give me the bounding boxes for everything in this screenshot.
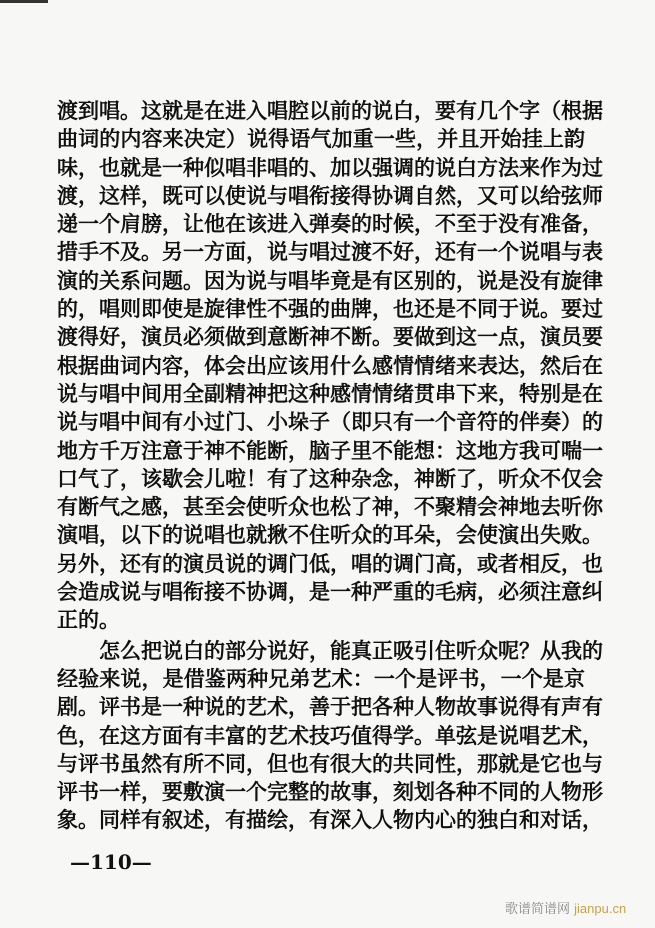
text-line: 味，也就是一种似唱非唱的、加以强调的说白方法来作为过 — [57, 155, 603, 180]
text-line: 正的。 — [57, 608, 120, 633]
text-line: 口气了，该歇会儿啦！有了这种杂念，神断了，听众不仅会 — [57, 466, 603, 491]
text-line: 象。同样有叙述，有描绘，有深入人物内心的独白和对话， — [57, 808, 603, 833]
text-line: 渡，这样，既可以使说与唱衔接得协调自然，又可以给弦师 — [57, 183, 603, 208]
text-line: 评书一样，要敷演一个完整的故事，刻划各种不同的人物形 — [57, 780, 603, 805]
text-line: 另外，还有的演员说的调门低，唱的调门高，或者相反，也 — [57, 551, 603, 576]
scan-edge-mark — [0, 0, 48, 3]
text-line: 措手不及。另一方面，说与唱过渡不好，还有一个说唱与表 — [57, 240, 603, 265]
watermark-domain: jianpu.cn — [574, 901, 627, 916]
text-line: 说与唱中间有小过门、小垛子（即只有一个音符的伴奏）的 — [57, 410, 603, 435]
text-line: 渡到唱。这就是在进入唱腔以前的说白，要有几个字（根据 — [57, 99, 603, 123]
text-line: 曲词的内容来决定）说得语气加重一些，并且开始挂上韵 — [57, 127, 585, 152]
text-line: 怎么把说白的部分说好，能真正吸引住听众呢？从我的 — [99, 638, 603, 663]
text-line: 地方千万注意于神不能断，脑子里不能想：这地方我可喘一 — [57, 438, 603, 463]
watermark — [505, 898, 626, 917]
text-line: 递一个肩膀，让他在该进入弹奏的时候，不至于没有准备， — [57, 212, 603, 237]
watermark-site-name: 歌谱简谱网 — [505, 902, 571, 917]
text-line: 演的关系问题。因为说与唱毕竟是有区别的，说是没有旋律 — [57, 268, 603, 293]
text-line: 经验来说，是借鉴两种兄弟艺术：一个是评书，一个是京 — [57, 666, 585, 691]
text-line: 说与唱中间用全副精神把这种感情情绪贯串下来，特别是在 — [57, 381, 603, 406]
text-line: 有断气之感，甚至会使听众也松了神，不聚精会神地去听你 — [57, 495, 603, 520]
text-line: 根据曲词内容，体会出应该用什么感情情绪来表达，然后在 — [57, 353, 603, 378]
text-line: 与评书虽然有所不同，但也有很大的共同性，那就是它也与 — [57, 751, 603, 776]
page-number: —110— — [70, 850, 152, 874]
text-line: 演唱，以下的说唱也就揪不住听众的耳朵，会使演出失败。 — [57, 523, 603, 548]
text-line: 的，唱则即使是旋律性不强的曲牌，也还是不同于说。要过 — [57, 297, 603, 322]
body-text — [57, 97, 603, 835]
text-line: 渡得好，演员必须做到意断神不断。要做到这一点，演员要 — [57, 325, 603, 350]
text-line: 剧。评书是一种说的艺术，善于把各种人物故事说得有声有 — [57, 695, 603, 720]
text-line: 色，在这方面有丰富的艺术技巧值得学。单弦是说唱艺术， — [57, 723, 603, 748]
text-line: 会造成说与唱衔接不协调，是一种严重的毛病，必须注意纠 — [57, 580, 603, 605]
